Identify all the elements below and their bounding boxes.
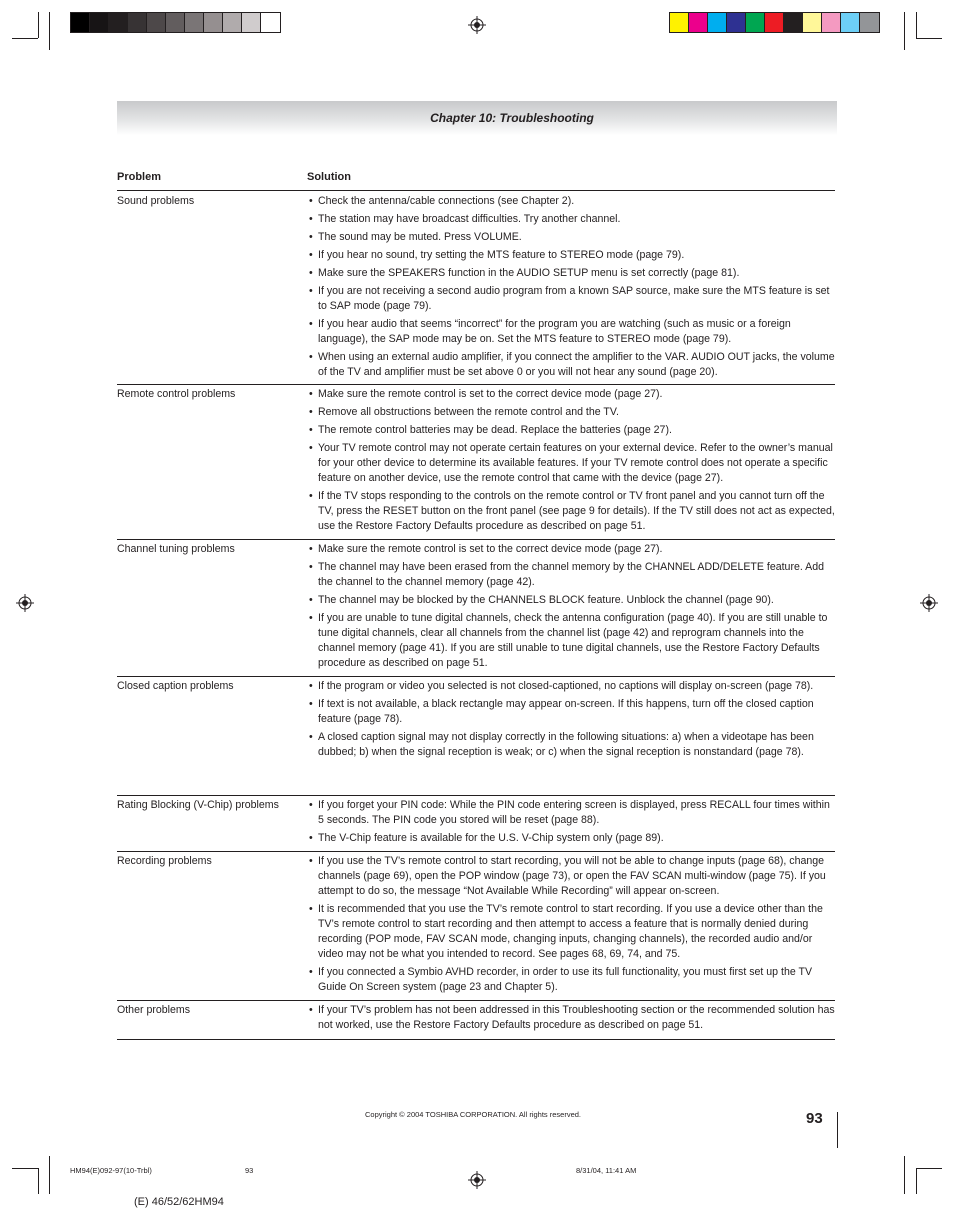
solution-item: • Remove all obstructions between the remote control and the TV. bbox=[308, 405, 836, 420]
solution-list bbox=[308, 542, 836, 674]
grayscale-swatch bbox=[185, 13, 204, 32]
solution-item: • If you hear no sound, try setting the MTS feature to STEREO mode (page 79). bbox=[308, 248, 836, 263]
solution-list bbox=[308, 1003, 836, 1036]
solution-list bbox=[308, 798, 836, 849]
solution-item: • The channel may be blocked by the CHANNELS BLOCK feature. Unblock the channel (page 90). bbox=[308, 593, 836, 608]
problem-label: Sound problems bbox=[117, 195, 195, 207]
solution-item: • If the program or video you selected is not closed-captioned, no captions will display on-screen (page 78). bbox=[308, 679, 836, 694]
solution-item: • Your TV remote control may not operate certain features on your external device. Refer to the owner’s manual for your other device to determine its available features. If your TV remote control does not operate a specific feature on another device, use the remote control that came with the device (page 27). bbox=[308, 441, 836, 486]
problem-label: Channel tuning problems bbox=[117, 543, 235, 555]
grayscale-swatch bbox=[242, 13, 261, 32]
solution-item: • Make sure the remote control is set to the correct device mode (page 27). bbox=[308, 387, 836, 402]
color-swatch bbox=[689, 13, 708, 32]
color-swatch bbox=[841, 13, 860, 32]
color-swatch bbox=[746, 13, 765, 32]
problem-column-header: Problem bbox=[117, 171, 162, 183]
color-swatch bbox=[822, 13, 841, 32]
table-divider bbox=[117, 1039, 835, 1040]
color-swatch bbox=[803, 13, 822, 32]
problem-label: Rating Blocking (V-Chip) problems bbox=[117, 799, 279, 811]
grayscale-swatch bbox=[128, 13, 147, 32]
solution-list bbox=[308, 194, 836, 383]
table-divider bbox=[117, 190, 835, 191]
grayscale-swatch bbox=[71, 13, 90, 32]
table-divider bbox=[117, 676, 835, 677]
solution-item: • If you are not receiving a second audio program from a known SAP source, make sure the MTS feature is set to SAP mode (page 79). bbox=[308, 284, 836, 314]
solution-item: • If you forget your PIN code: While the PIN code entering screen is displayed, press RECALL four times within 5 seconds. The PIN code you stored will be reset (page 88). bbox=[308, 798, 836, 828]
grayscale-swatch bbox=[204, 13, 223, 32]
solution-item: • Check the antenna/cable connections (see Chapter 2). bbox=[308, 194, 836, 209]
table-divider bbox=[117, 851, 835, 852]
problem-label: Remote control problems bbox=[117, 388, 236, 400]
solution-item: • If you are unable to tune digital channels, check the antenna configuration (page 40). If you are still unable to tune digital channels, clear all channels from the channel list (page 42) and reprogram channels into the channel memory (page 41). If you are still unable to tune digital channels, use the Restore Factory Defaults procedure as described on page 51. bbox=[308, 611, 836, 671]
solution-item: • A closed caption signal may not display correctly in the following situations: a) when a videotape has been dubbed; b) when the signal reception is weak; or c) when the signal reception is nonstandard (page 78). bbox=[308, 730, 836, 760]
solution-item: • Make sure the remote control is set to the correct device mode (page 27). bbox=[308, 542, 836, 557]
page-number: 93 bbox=[806, 1110, 823, 1127]
color-swatch bbox=[708, 13, 727, 32]
grayscale-swatch bbox=[109, 13, 128, 32]
slug-file-name: HM94(E)092-97(10-Trbl) bbox=[70, 1166, 152, 1175]
grayscale-swatch bbox=[261, 13, 280, 32]
slug-date: 8/31/04, 11:41 AM bbox=[576, 1166, 637, 1175]
solution-list bbox=[308, 387, 836, 537]
grayscale-color-bar bbox=[70, 12, 281, 33]
solution-list bbox=[308, 679, 836, 763]
table-divider bbox=[117, 539, 835, 540]
color-swatch bbox=[860, 13, 879, 32]
solution-item: • If you use the TV’s remote control to start recording, you will not be able to change inputs (page 68), change channels (page 69), open the POP window (page 73), or open the FAV SCAN multi-window (page 75). If you attempt to do so, the message “Not Available While Recording” will appear on-screen. bbox=[308, 854, 836, 899]
color-swatch bbox=[727, 13, 746, 32]
solution-item: • If text is not available, a black rectangle may appear on-screen. If this happens, turn off the closed caption feature (page 78). bbox=[308, 697, 836, 727]
copyright-notice: Copyright © 2004 TOSHIBA CORPORATION. All rights reserved. bbox=[365, 1110, 582, 1119]
color-swatch bbox=[670, 13, 689, 32]
chapter-title: Chapter 10: Troubleshooting bbox=[430, 111, 594, 125]
solution-item: • The channel may have been erased from the channel memory by the CHANNEL ADD/DELETE feature. Add the channel to the channel memory (page 42). bbox=[308, 560, 836, 590]
registration-mark-icon bbox=[468, 1171, 486, 1189]
color-swatch bbox=[765, 13, 784, 32]
registration-mark-icon bbox=[920, 594, 938, 612]
problem-label: Closed caption problems bbox=[117, 680, 234, 692]
table-divider bbox=[117, 795, 835, 796]
solution-item: • The station may have broadcast difficulties. Try another channel. bbox=[308, 212, 836, 227]
grayscale-swatch bbox=[147, 13, 166, 32]
grayscale-swatch bbox=[223, 13, 242, 32]
solution-item: • If the TV stops responding to the controls on the remote control or TV front panel and you cannot turn off the TV, press the RESET button on the front panel (see page 9 for details). If the TV still does not act as expected, use the Restore Factory Defaults procedure as described on page 51. bbox=[308, 489, 836, 534]
solution-item: • Make sure the SPEAKERS function in the AUDIO SETUP menu is set correctly (page 81). bbox=[308, 266, 836, 281]
registration-mark-icon bbox=[16, 594, 34, 612]
chapter-header-band bbox=[117, 101, 837, 135]
grayscale-swatch bbox=[166, 13, 185, 32]
registration-mark-icon bbox=[468, 16, 486, 34]
model-line: (E) 46/52/62HM94 bbox=[134, 1196, 224, 1208]
table-divider bbox=[117, 1000, 835, 1001]
grayscale-swatch bbox=[90, 13, 109, 32]
process-color-bar bbox=[669, 12, 880, 33]
color-swatch bbox=[784, 13, 803, 32]
solution-item: • The sound may be muted. Press VOLUME. bbox=[308, 230, 836, 245]
problem-label: Recording problems bbox=[117, 855, 212, 867]
solution-item: • If you connected a Symbio AVHD recorder, in order to use its full functionality, you must first set up the TV Guide On Screen system (page 23 and Chapter 5). bbox=[308, 965, 836, 995]
solution-item: • The V-Chip feature is available for the U.S. V-Chip system only (page 89). bbox=[308, 831, 836, 846]
slug-page-number: 93 bbox=[245, 1166, 254, 1175]
solution-item: • It is recommended that you use the TV’s remote control to start recording. If you use a device other than the TV’s remote control to start recording and then attempt to access a feature that is normally denied during recording (POP mode, FAV SCAN mode, changing inputs, changing channels), the recorded audio and/or video may not be what you intended to record. See pages 68, 69, 74, and 75. bbox=[308, 902, 836, 962]
solution-item: • If you hear audio that seems “incorrect” for the program you are watching (such as music or a foreign language), the SAP mode may be on. Set the MTS feature to STEREO mode (page 79). bbox=[308, 317, 836, 347]
solution-list bbox=[308, 854, 836, 998]
solution-item: • The remote control batteries may be dead. Replace the batteries (page 27). bbox=[308, 423, 836, 438]
solution-item: • When using an external audio amplifier, if you connect the amplifier to the VAR. AUDIO OUT jacks, the volume of the TV and amplifier must be set above 0 or you will not hear any sound (page 20). bbox=[308, 350, 836, 380]
table-divider bbox=[117, 384, 835, 385]
solution-column-header: Solution bbox=[307, 171, 351, 183]
solution-item: • If your TV’s problem has not been addressed in this Troubleshooting section or the recommended solution has not worked, use the Restore Factory Defaults procedure as described on page 51. bbox=[308, 1003, 836, 1033]
problem-label: Other problems bbox=[117, 1004, 191, 1016]
